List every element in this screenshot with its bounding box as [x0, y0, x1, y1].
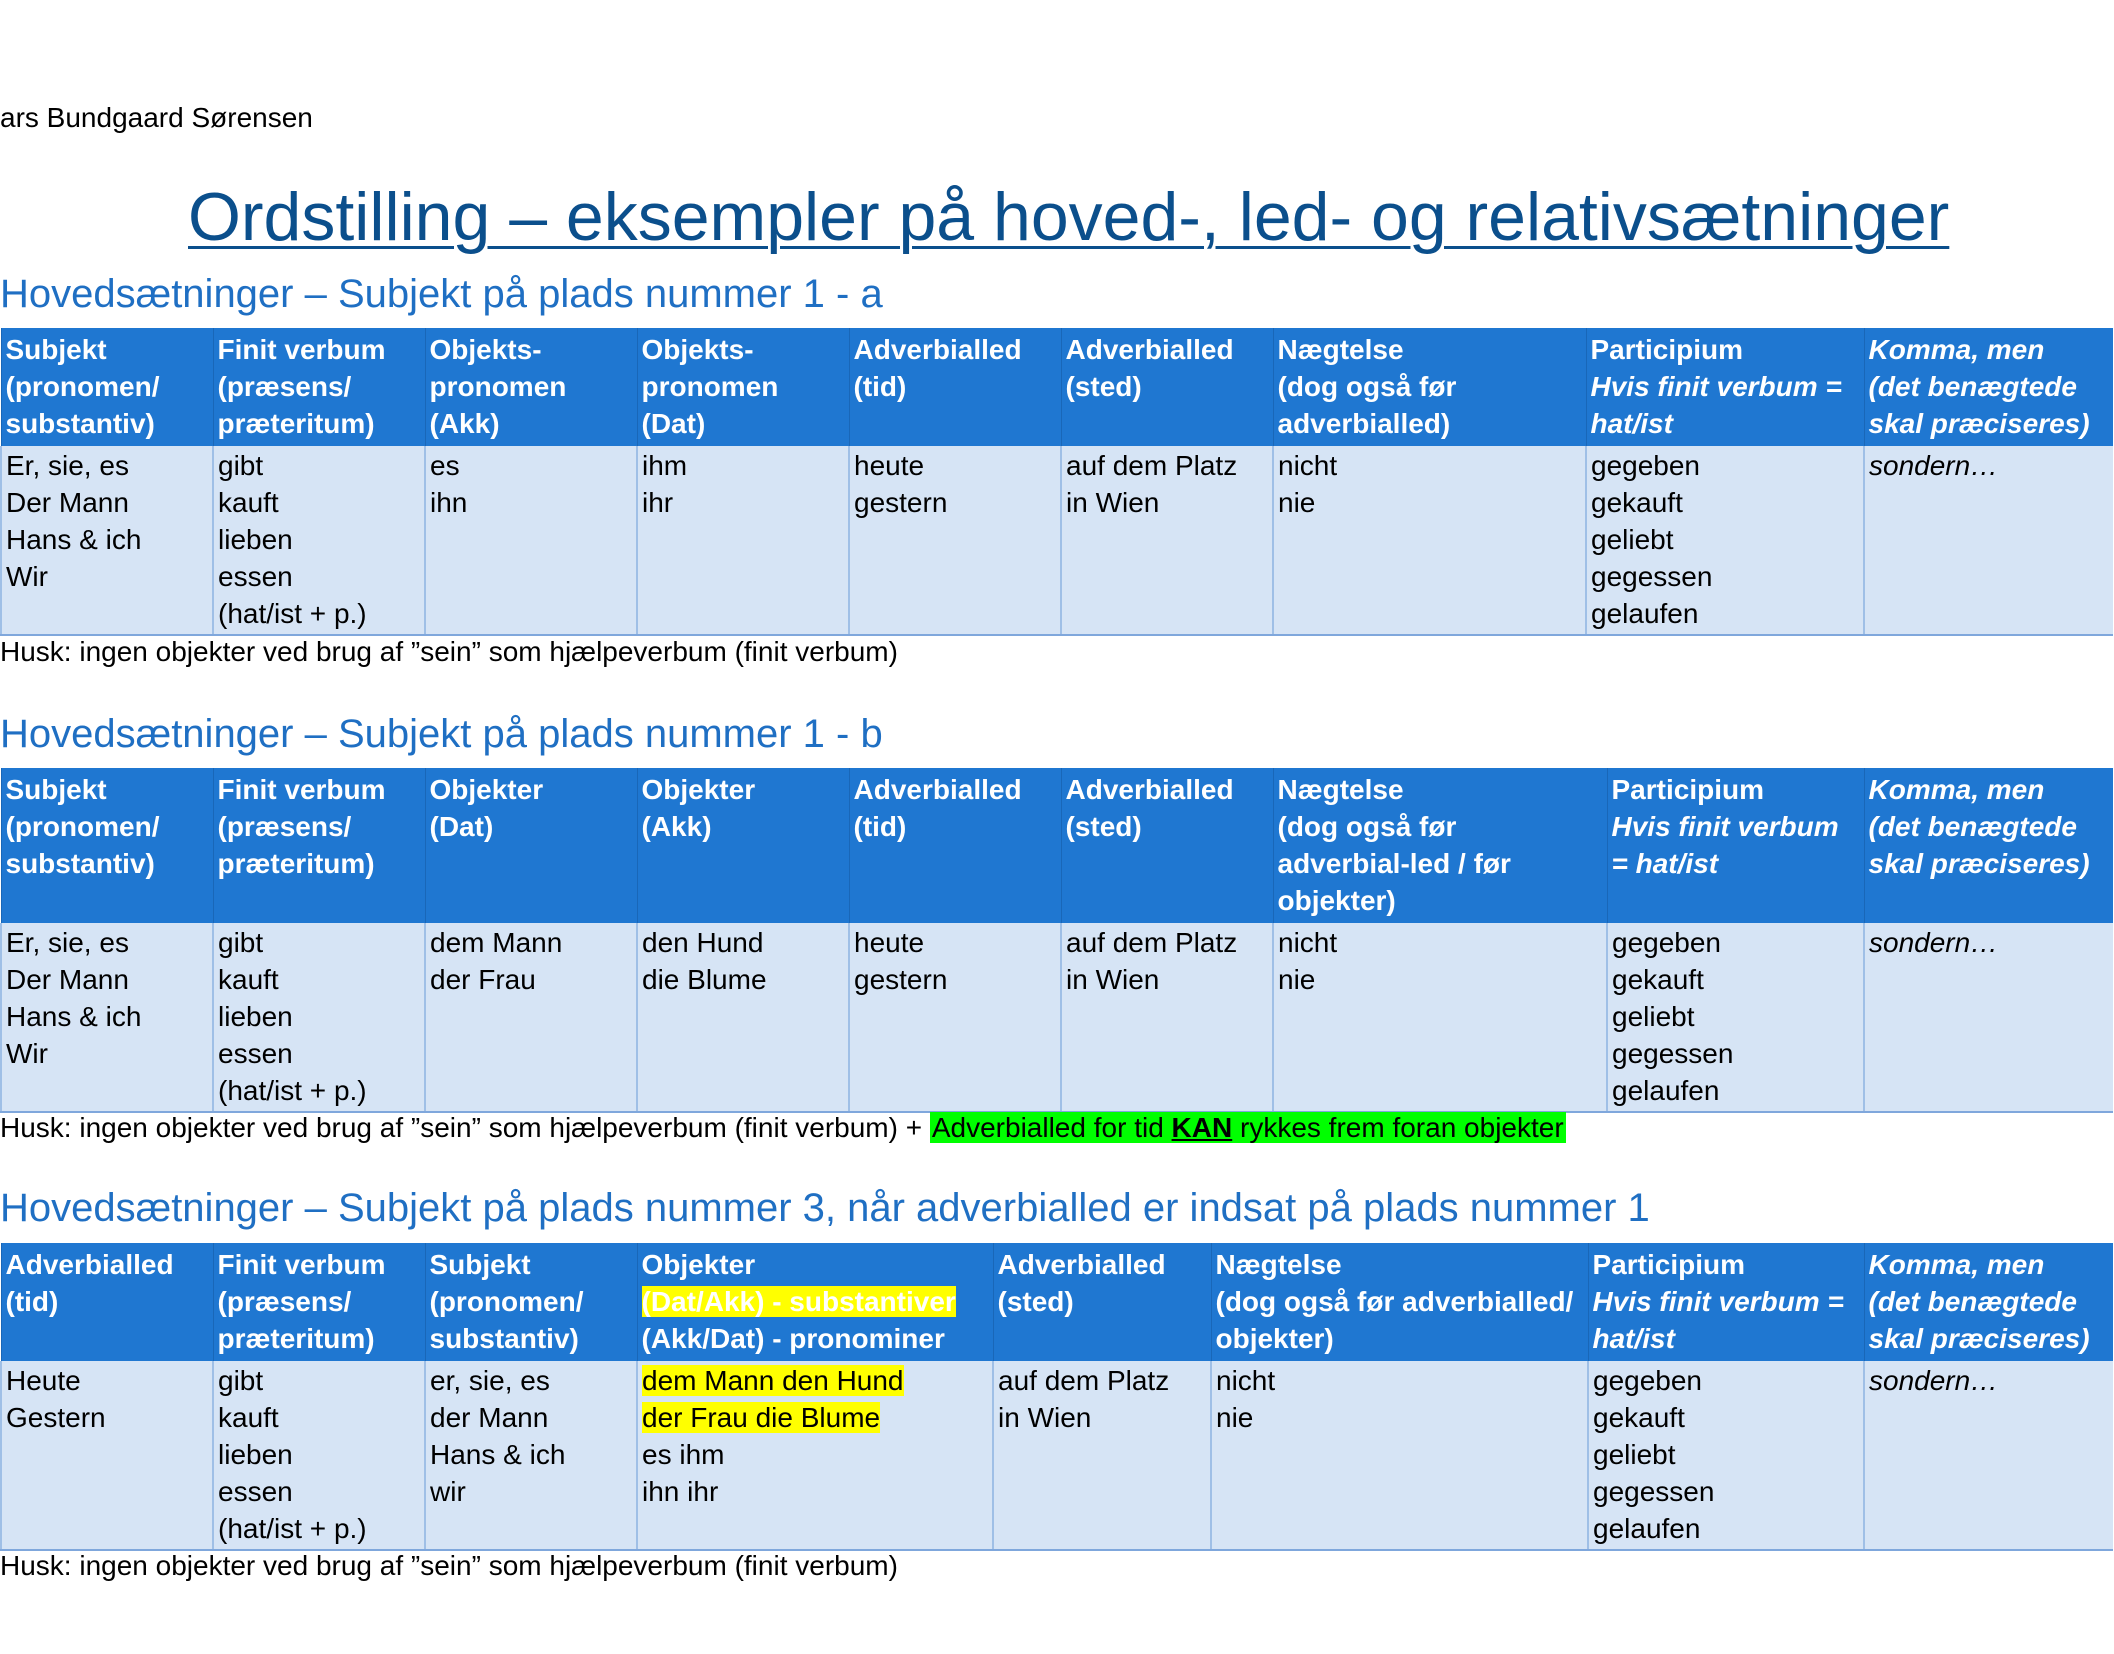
table-a-header-cell: Subjekt (pronomen/ substantiv): [1, 328, 213, 446]
table-c-header-cell: Participium Hvis finit verbum = hat/ist: [1588, 1243, 1864, 1361]
table-a-header-cell: Nægtelse (dog også før adverbialled): [1273, 328, 1586, 446]
table-b-header-cell: Nægtelse (dog også før adverbial-led / før objekter): [1273, 768, 1607, 923]
table-c-body-row: [1, 1361, 2113, 1550]
section-a-note: Husk: ingen objekter ved brug af ”sein” som hjælpeverbum (finit verbum): [0, 636, 898, 667]
table-section-c: [0, 1243, 2113, 1551]
table-c-header-cell: Objekter (Dat/Akk) - substantiver (Akk/Dat) - pronominer: [637, 1243, 993, 1361]
table-b-header-cell: Finit verbum (præsens/ præteritum): [213, 768, 425, 923]
table-a-cell: Er, sie, es Der Mann Hans & ich Wir: [1, 446, 213, 635]
table-b-cell: dem Mann der Frau: [425, 923, 637, 1112]
table-c-header-cell: Adverbialled (tid): [1, 1243, 213, 1361]
table-section-b: [0, 768, 2113, 1113]
table-a-cell: auf dem Platz in Wien: [1061, 446, 1273, 635]
table-b-header-cell: Adverbialled (sted): [1061, 768, 1273, 923]
table-a-header-cell: Adverbialled (tid): [849, 328, 1061, 446]
table-b-cell: den Hund die Blume: [637, 923, 849, 1112]
table-c-cell: sondern…: [1864, 1361, 2113, 1550]
section-b-note: Husk: ingen objekter ved brug af ”sein” som hjælpeverbum (finit verbum) + Adverbialled for tid KAN rykkes frem foran objekter: [0, 1112, 1564, 1143]
table-a-header-cell: Finit verbum (præsens/ præteritum): [213, 328, 425, 446]
table-b-header-cell: Adverbialled (tid): [849, 768, 1061, 923]
table-a-header-cell: Komma, men (det benægtede skal præciseres): [1864, 328, 2113, 446]
table-c-cell: gibt kauft lieben essen (hat/ist + p.): [213, 1361, 425, 1550]
table-b-header-cell: Komma, men (det benægtede skal præciseres): [1864, 768, 2113, 923]
table-a-header-cell: Adverbialled (sted): [1061, 328, 1273, 446]
table-c-cell: nicht nie: [1211, 1361, 1588, 1550]
table-b-cell: gegeben gekauft geliebt gegessen gelaufen: [1607, 923, 1864, 1112]
table-a-cell: ihm ihr: [637, 446, 849, 635]
note-highlight: Adverbialled for tid KAN rykkes frem foran objekter: [931, 1112, 1564, 1143]
section-a-heading: Hovedsætninger – Subjekt på plads nummer 1 - a: [0, 272, 883, 316]
table-a-cell: gibt kauft lieben essen (hat/ist + p.): [213, 446, 425, 635]
table-b-header-cell: Objekter (Dat): [425, 768, 637, 923]
table-a-cell: heute gestern: [849, 446, 1061, 635]
table-c-cell: er, sie, es der Mann Hans & ich wir: [425, 1361, 637, 1550]
table-b-header-cell: Objekter (Akk): [637, 768, 849, 923]
table-c-header-cell: Adverbialled (sted): [993, 1243, 1211, 1361]
table-c-header-cell: Finit verbum (præsens/ præteritum): [213, 1243, 425, 1361]
table-b-header-cell: Subjekt (pronomen/ substantiv): [1, 768, 213, 923]
table-a-cell: es ihn: [425, 446, 637, 635]
table-c-header-cell: Komma, men (det benægtede skal præciseres): [1864, 1243, 2113, 1361]
table-b-cell: sondern…: [1864, 923, 2113, 1112]
table-section-a: [0, 328, 2113, 636]
section-b-heading: Hovedsætninger – Subjekt på plads nummer 1 - b: [0, 712, 883, 756]
table-a-cell: gegeben gekauft geliebt gegessen gelaufen: [1586, 446, 1864, 635]
page-title: Ordstilling – eksempler på hoved-, led- og relativsætninger: [188, 179, 1950, 255]
table-c-cell: gegeben gekauft geliebt gegessen gelaufen: [1588, 1361, 1864, 1550]
table-a-cell: sondern…: [1864, 446, 2113, 635]
section-c-note: Husk: ingen objekter ved brug af ”sein” som hjælpeverbum (finit verbum): [0, 1550, 898, 1581]
table-a-header-cell: Participium Hvis finit verbum = hat/ist: [1586, 328, 1864, 446]
table-c-header-cell: Nægtelse (dog også før adverbialled/ objekter): [1211, 1243, 1588, 1361]
table-a-header-cell: Objekts- pronomen (Akk): [425, 328, 637, 446]
table-b-cell: nicht nie: [1273, 923, 1607, 1112]
table-c-cell: dem Mann den Hund der Frau die Blume es ihm ihn ihr: [637, 1361, 993, 1550]
table-c-cell: Heute Gestern: [1, 1361, 213, 1550]
table-b-body-row: [1, 923, 2113, 1112]
table-a-header-cell: Objekts- pronomen (Dat): [637, 328, 849, 446]
author-name: ars Bundgaard Sørensen: [0, 102, 313, 133]
table-c-header-cell: Subjekt (pronomen/ substantiv): [425, 1243, 637, 1361]
section-c-heading: Hovedsætninger – Subjekt på plads nummer 3, når adverbialled er indsat på plads nummer 1: [0, 1186, 1650, 1230]
table-b-cell: auf dem Platz in Wien: [1061, 923, 1273, 1112]
table-b-header-cell: Participium Hvis finit verbum = hat/ist: [1607, 768, 1864, 923]
table-b-cell: heute gestern: [849, 923, 1061, 1112]
table-c-cell: auf dem Platz in Wien: [993, 1361, 1211, 1550]
table-a-header-row: [1, 328, 2113, 446]
table-c-header-row: [1, 1243, 2113, 1361]
table-b-cell: Er, sie, es Der Mann Hans & ich Wir: [1, 923, 213, 1112]
table-a-body-row: [1, 446, 2113, 635]
table-b-header-row: [1, 768, 2113, 923]
table-b-cell: gibt kauft lieben essen (hat/ist + p.): [213, 923, 425, 1112]
table-a-cell: nicht nie: [1273, 446, 1586, 635]
